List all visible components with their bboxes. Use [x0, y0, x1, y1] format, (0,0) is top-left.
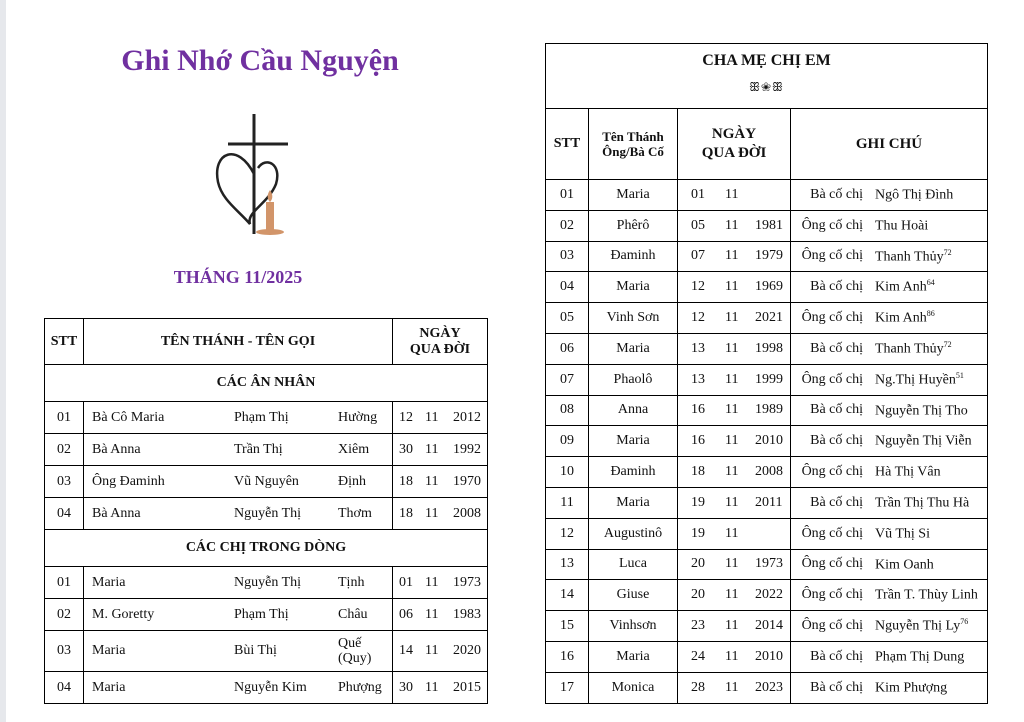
- row-day: 20: [691, 587, 705, 603]
- section-title: CÁC CHỊ TRONG DÒNG: [45, 530, 488, 567]
- row-stt: 10: [546, 457, 589, 488]
- row-stt: 11: [546, 487, 589, 518]
- row-name: [84, 402, 393, 434]
- row-saint: Bà Anna: [92, 441, 141, 457]
- table-row: [546, 395, 988, 426]
- table-row: [546, 303, 988, 334]
- row-year: 1970: [453, 473, 481, 489]
- table-row: [45, 434, 488, 466]
- row-day: 01: [399, 574, 413, 590]
- row-day: 30: [399, 441, 413, 457]
- row-month: 11: [725, 186, 739, 202]
- row-stt: 14: [546, 580, 589, 611]
- row-year: 2023: [755, 679, 783, 695]
- row-year: 1973: [453, 574, 481, 590]
- row-note: [791, 580, 988, 611]
- row-day: 30: [399, 679, 413, 695]
- col-date: [393, 319, 488, 365]
- row-saint: Vinh Sơn: [589, 303, 678, 334]
- row-person-name: Nguyễn Thị Ly: [875, 618, 961, 634]
- row-person: [875, 679, 947, 697]
- ornament-icon: ꕥ❀ꕥ: [748, 80, 785, 94]
- row-saint: Maria: [589, 487, 678, 518]
- row-saint: Anna: [589, 395, 678, 426]
- row-stt: 16: [546, 641, 589, 672]
- row-person-name: Thanh Thủy: [875, 249, 944, 265]
- row-given: Thơm: [338, 506, 372, 521]
- row-day: 07: [691, 248, 705, 264]
- row-date: [393, 434, 488, 466]
- row-year: 1969: [755, 279, 783, 295]
- table-row: [45, 672, 488, 704]
- row-year: 1973: [755, 556, 783, 572]
- row-year: 1979: [755, 248, 783, 264]
- row-name: [84, 599, 393, 631]
- row-name: [84, 466, 393, 498]
- row-month: 11: [425, 409, 439, 425]
- col-saint-line1: Tên Thánh: [602, 129, 664, 144]
- row-month: 11: [725, 525, 739, 541]
- row-year: 1983: [453, 606, 481, 622]
- row-month: 11: [425, 441, 439, 457]
- row-stt: 01: [45, 567, 84, 599]
- row-surname: Phạm Thị: [234, 409, 289, 425]
- row-day: 16: [691, 433, 705, 449]
- row-date: [678, 303, 791, 334]
- row-date: [393, 567, 488, 599]
- row-person-name: Nguyễn Thị Viễn: [875, 434, 972, 450]
- row-saint: Vinhsơn: [589, 611, 678, 642]
- row-person: [875, 617, 968, 635]
- row-note: [791, 549, 988, 580]
- row-person: [875, 432, 972, 450]
- row-stt: 03: [45, 466, 84, 498]
- col-saint-line2: Ông/Bà Cố: [602, 144, 664, 159]
- row-day: 13: [691, 340, 705, 356]
- row-date: [678, 518, 791, 549]
- row-year: 1992: [453, 441, 481, 457]
- row-saint: Giuse: [589, 580, 678, 611]
- row-saint: Đaminh: [589, 241, 678, 272]
- row-date: [678, 333, 791, 364]
- row-stt: 03: [546, 241, 589, 272]
- table-row: [546, 333, 988, 364]
- row-month: 11: [725, 279, 739, 295]
- row-saint: Maria: [589, 272, 678, 303]
- row-month: 11: [425, 643, 439, 658]
- row-date: [678, 180, 791, 211]
- row-year: 2008: [755, 464, 783, 480]
- row-person-name: Kim Anh: [875, 280, 927, 296]
- row-day: 01: [691, 186, 705, 202]
- row-date: [678, 672, 791, 703]
- row-stt: 13: [546, 549, 589, 580]
- row-year: 2011: [755, 494, 783, 510]
- row-stt: 01: [45, 402, 84, 434]
- row-note: [791, 210, 988, 241]
- table-row: [546, 611, 988, 642]
- table-row: [546, 241, 988, 272]
- row-day: 05: [691, 217, 705, 233]
- row-stt: 02: [45, 434, 84, 466]
- row-day: 20: [691, 556, 705, 572]
- row-given: Định: [338, 474, 366, 489]
- row-year: 2021: [755, 310, 783, 326]
- row-surname: Bùi Thị: [234, 643, 277, 658]
- row-year: 2010: [755, 433, 783, 449]
- row-relation: Ông cố chị: [801, 525, 863, 541]
- row-given: Tịnh: [338, 575, 365, 590]
- row-person: [875, 648, 964, 666]
- row-stt: 04: [546, 272, 589, 303]
- row-saint: Maria: [589, 426, 678, 457]
- row-person: [875, 463, 941, 481]
- row-day: 19: [691, 494, 705, 510]
- row-month: 11: [725, 371, 739, 387]
- row-day: 14: [399, 643, 413, 658]
- row-person: [875, 278, 935, 296]
- cross-heart-candle-icon: [208, 112, 298, 240]
- col-date-line1: NGÀY: [419, 325, 461, 341]
- row-date: [678, 641, 791, 672]
- row-date: [678, 611, 791, 642]
- row-month: 11: [725, 248, 739, 264]
- row-saint: Augustinô: [589, 518, 678, 549]
- row-year: 2015: [453, 679, 481, 695]
- row-stt: 02: [546, 210, 589, 241]
- table-row: [546, 518, 988, 549]
- row-person-age: 64: [926, 278, 935, 288]
- row-person-name: Thanh Thủy: [875, 341, 944, 357]
- row-date: [678, 210, 791, 241]
- row-stt: 09: [546, 426, 589, 457]
- row-given: Quế (Quy): [338, 636, 372, 666]
- row-day: 18: [399, 505, 413, 521]
- table-row: [546, 426, 988, 457]
- row-person-name: Trần Thị Thu Hà: [875, 495, 970, 511]
- row-person: [875, 186, 953, 204]
- row-date: [393, 402, 488, 434]
- row-year: 2010: [755, 648, 783, 664]
- row-surname: Trần Thị: [234, 441, 283, 457]
- row-person-age: 72: [943, 247, 952, 257]
- row-stt: 17: [546, 672, 589, 703]
- row-given: Châu: [338, 607, 368, 622]
- row-saint: M. Goretty: [92, 606, 155, 622]
- row-date: [678, 580, 791, 611]
- row-stt: 07: [546, 364, 589, 395]
- col-stt: STT: [45, 319, 84, 365]
- row-relation: Ông cố chị: [801, 618, 863, 634]
- row-saint: Maria: [92, 643, 126, 658]
- table-row: [45, 402, 488, 434]
- col-date-line2: QUA ĐỜI: [409, 341, 471, 357]
- row-date: [678, 426, 791, 457]
- row-saint: Maria: [92, 574, 126, 590]
- row-given: Phượng: [338, 680, 382, 695]
- row-month: 11: [425, 574, 439, 590]
- row-year: 1981: [755, 217, 783, 233]
- row-note: [791, 672, 988, 703]
- page-edge: [0, 0, 6, 722]
- row-relation: Ông cố chị: [801, 464, 863, 480]
- row-stt: 15: [546, 611, 589, 642]
- col-date-line2: QUA ĐỜI: [701, 145, 767, 161]
- row-date: [678, 395, 791, 426]
- row-person: [875, 217, 928, 235]
- row-person-name: Hà Thị Vân: [875, 464, 941, 480]
- row-day: 23: [691, 618, 705, 634]
- row-surname: Vũ Nguyên: [234, 473, 299, 489]
- table-row: [546, 487, 988, 518]
- row-relation: Ông cố chị: [801, 310, 863, 326]
- table-row: [45, 631, 488, 672]
- family-table-title: CHA MẸ CHỊ EM: [702, 52, 831, 69]
- row-stt: 08: [546, 395, 589, 426]
- row-note: [791, 611, 988, 642]
- row-month: 11: [725, 217, 739, 233]
- table-row: [45, 599, 488, 631]
- row-date: [678, 272, 791, 303]
- row-year: 2008: [453, 505, 481, 521]
- row-person-name: Kim Oanh: [875, 557, 934, 573]
- benefactors-table: [44, 318, 488, 704]
- row-stt: 05: [546, 303, 589, 334]
- row-note: [791, 457, 988, 488]
- row-stt: 04: [45, 672, 84, 704]
- row-year: 2022: [755, 587, 783, 603]
- row-month: 11: [425, 505, 439, 521]
- row-person-name: Trần T. Thùy Linh: [875, 588, 978, 604]
- row-month: 11: [725, 618, 739, 634]
- row-name: [84, 631, 393, 672]
- row-year: 1989: [755, 402, 783, 418]
- row-saint: Ông Đaminh: [92, 473, 165, 489]
- row-day: 12: [691, 279, 705, 295]
- row-saint: Bà Anna: [92, 505, 141, 521]
- section-title: CÁC ÂN NHÂN: [45, 365, 488, 402]
- row-stt: 12: [546, 518, 589, 549]
- col-saint: [589, 109, 678, 180]
- row-note: [791, 333, 988, 364]
- table-row: [546, 672, 988, 703]
- row-relation: Ông cố chị: [801, 587, 863, 603]
- table-row: [546, 180, 988, 211]
- family-table: [545, 43, 988, 704]
- row-date: [393, 498, 488, 530]
- row-given: Xiêm: [338, 442, 370, 457]
- row-saint: Maria: [589, 333, 678, 364]
- row-month: 11: [725, 556, 739, 572]
- row-year: 1998: [755, 340, 783, 356]
- row-relation: Bà cố chị: [810, 494, 863, 510]
- row-person-age: 72: [943, 340, 952, 350]
- col-stt: STT: [546, 109, 589, 180]
- row-note: [791, 364, 988, 395]
- row-day: 18: [691, 464, 705, 480]
- row-note: [791, 395, 988, 426]
- row-relation: Bà cố chị: [810, 679, 863, 695]
- row-day: 16: [691, 402, 705, 418]
- table-row: [546, 272, 988, 303]
- row-date: [393, 672, 488, 704]
- row-person-age: 86: [926, 309, 935, 319]
- row-person-name: Ng.Thị Huyền: [875, 372, 956, 388]
- table-row: [45, 498, 488, 530]
- row-relation: Ông cố chị: [801, 217, 863, 233]
- row-stt: 06: [546, 333, 589, 364]
- table-row: [45, 567, 488, 599]
- row-month: 11: [725, 648, 739, 664]
- row-saint: Maria: [589, 180, 678, 211]
- row-day: 06: [399, 606, 413, 622]
- row-person: [875, 525, 930, 543]
- row-saint: Phaolô: [589, 364, 678, 395]
- row-note: [791, 303, 988, 334]
- row-stt: 01: [546, 180, 589, 211]
- row-saint: Phêrô: [589, 210, 678, 241]
- row-note: [791, 241, 988, 272]
- row-date: [393, 466, 488, 498]
- table-row: [546, 549, 988, 580]
- row-person-name: Ngô Thị Đình: [875, 187, 954, 203]
- table-row: [546, 210, 988, 241]
- row-relation: Bà cố chị: [810, 340, 863, 356]
- row-month: 11: [725, 679, 739, 695]
- row-person-age: 76: [960, 617, 969, 627]
- col-name: TÊN THÁNH - TÊN GỌI: [84, 319, 393, 365]
- row-stt: 02: [45, 599, 84, 631]
- row-name: [84, 672, 393, 704]
- row-day: 13: [691, 371, 705, 387]
- row-relation: Bà cố chị: [810, 433, 863, 449]
- page-title: Ghi Nhớ Cầu Nguyện: [121, 44, 399, 77]
- row-person: [875, 402, 968, 420]
- table-row: [45, 466, 488, 498]
- row-saint: Bà Cô Maria: [92, 409, 165, 425]
- row-person-name: Kim Phượng: [875, 680, 948, 696]
- row-saint: Maria: [589, 641, 678, 672]
- row-person: [875, 309, 935, 327]
- col-note: GHI CHÚ: [791, 109, 988, 180]
- row-person-name: Kim Anh: [875, 310, 927, 326]
- row-day: 12: [691, 310, 705, 326]
- row-month: 11: [425, 473, 439, 489]
- row-month: 11: [725, 340, 739, 356]
- row-date: [393, 631, 488, 672]
- row-name: [84, 498, 393, 530]
- col-date: [678, 109, 791, 180]
- table-row: [546, 457, 988, 488]
- row-note: [791, 487, 988, 518]
- row-relation: Ông cố chị: [801, 248, 863, 264]
- row-person: [875, 556, 934, 574]
- row-day: 19: [691, 525, 705, 541]
- row-person-name: Vũ Thị Si: [875, 526, 930, 542]
- row-month: 11: [725, 494, 739, 510]
- row-relation: Bà cố chị: [810, 186, 863, 202]
- row-date: [678, 364, 791, 395]
- row-year: 2020: [453, 643, 481, 658]
- row-date: [393, 599, 488, 631]
- row-date: [678, 549, 791, 580]
- row-name: [84, 434, 393, 466]
- row-year: 2012: [453, 409, 481, 425]
- row-stt: 04: [45, 498, 84, 530]
- row-year: 1999: [755, 371, 783, 387]
- row-day: 18: [399, 473, 413, 489]
- row-name: [84, 567, 393, 599]
- row-note: [791, 272, 988, 303]
- row-surname: Nguyễn Kim: [234, 679, 307, 695]
- row-person-age: 51: [955, 370, 964, 380]
- row-date: [678, 487, 791, 518]
- row-date: [678, 241, 791, 272]
- row-note: [791, 641, 988, 672]
- row-person: [875, 248, 952, 266]
- table-row: [546, 364, 988, 395]
- row-month: 11: [725, 402, 739, 418]
- month-heading: THÁNG 11/2025: [173, 267, 303, 287]
- row-person: [875, 340, 952, 358]
- row-relation: Ông cố chị: [801, 556, 863, 572]
- row-saint: Maria: [92, 679, 126, 695]
- row-person-name: Thu Hoài: [875, 218, 929, 234]
- row-month: 11: [725, 464, 739, 480]
- row-surname: Nguyễn Thị: [234, 574, 302, 590]
- row-surname: Nguyễn Thị: [234, 505, 302, 521]
- row-month: 11: [725, 310, 739, 326]
- row-relation: Bà cố chị: [810, 648, 863, 664]
- row-date: [678, 457, 791, 488]
- row-day: 12: [399, 409, 413, 425]
- table-row: [546, 641, 988, 672]
- row-person-name: Phạm Thị Dung: [875, 649, 965, 665]
- row-note: [791, 518, 988, 549]
- row-note: [791, 180, 988, 211]
- row-person: [875, 371, 964, 389]
- row-note: [791, 426, 988, 457]
- row-relation: Bà cố chị: [810, 402, 863, 418]
- row-surname: Phạm Thị: [234, 606, 289, 622]
- col-date-line1: NGÀY: [711, 126, 757, 142]
- row-saint: Luca: [589, 549, 678, 580]
- row-relation: Bà cố chị: [810, 279, 863, 295]
- row-given: Hường: [338, 410, 378, 425]
- row-person: [875, 586, 978, 604]
- row-person: [875, 494, 969, 512]
- table-row: [546, 580, 988, 611]
- row-relation: Ông cố chị: [801, 371, 863, 387]
- family-table-header: [546, 44, 988, 109]
- row-person-name: Nguyễn Thị Tho: [875, 403, 968, 419]
- row-month: 11: [425, 679, 439, 695]
- row-month: 11: [725, 433, 739, 449]
- row-day: 28: [691, 679, 705, 695]
- row-year: 2014: [755, 618, 783, 634]
- row-month: 11: [425, 606, 439, 622]
- row-day: 24: [691, 648, 705, 664]
- row-month: 11: [725, 587, 739, 603]
- row-saint: Đaminh: [589, 457, 678, 488]
- row-stt: 03: [45, 631, 84, 672]
- row-saint: Monica: [589, 672, 678, 703]
